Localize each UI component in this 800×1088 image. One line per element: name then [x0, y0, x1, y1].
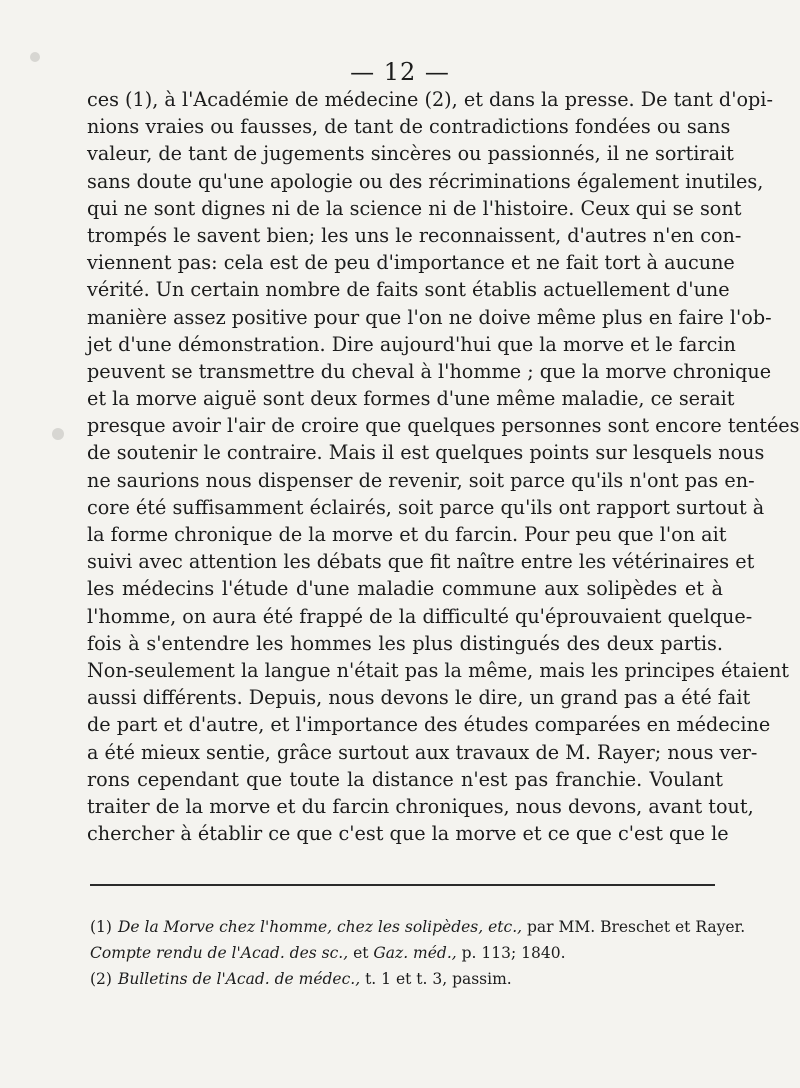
- body-text: [87, 86, 800, 847]
- footnote-journal: Compte rendu de l'Acad. des sc.,: [90, 944, 349, 962]
- footnote-title: Bulletins de l'Acad. de médec.,: [117, 970, 361, 988]
- body-line: l'homme, on aura été frappé de la difficulté qu'éprouvaient quelque-: [87, 604, 753, 628]
- body-line: valeur, de tant de jugements sincères ou passionnés, il ne sortirait: [87, 142, 734, 166]
- body-line: ne saurions nous dispenser de revenir, soit parce qu'ils n'ont pas en-: [87, 468, 755, 492]
- body-line: sans doute qu'une apologie ou des récriminations également inutiles,: [87, 169, 764, 193]
- body-line: a été mieux sentie, grâce surtout aux travaux de M. Rayer; nous ver-: [87, 740, 758, 764]
- body-line: jet d'une démonstration. Dire aujourd'hui que la morve et le farcin: [87, 332, 736, 356]
- footnote-pages: p. 113; 1840.: [456, 944, 566, 962]
- footnote-title: De la Morve chez l'homme, chez les solipèdes, etc.,: [117, 918, 523, 936]
- body-line: la forme chronique de la morve et du farcin. Pour peu que l'on ait: [87, 523, 727, 546]
- footnote-authors: par MM. Breschet et Rayer.: [522, 918, 746, 936]
- body-line: et la morve aiguë sont deux formes d'une même maladie, ce serait: [87, 387, 735, 411]
- footnote-marker: (1): [90, 918, 112, 936]
- body-line: de soutenir le contraire. Mais il est quelques points sur lesquels nous: [87, 441, 765, 465]
- footnote-rest: t. 1 et t. 3, passim.: [360, 970, 512, 988]
- footnote-marker: (2): [90, 970, 112, 988]
- paper-speck: [52, 428, 64, 440]
- body-line: vérité. Un certain nombre de faits sont établis actuellement d'une: [87, 278, 730, 302]
- page-number: — 12 —: [350, 58, 450, 86]
- footnotes: [90, 914, 746, 992]
- body-line: de part et d'autre, et l'importance des études comparées en médecine: [87, 713, 771, 737]
- body-line: core été suffisamment éclairés, soit parce qu'ils ont rapport surtout à: [87, 495, 765, 519]
- body-line: qui ne sont dignes ni de la science ni de l'histoire. Ceux qui se sont: [87, 196, 742, 220]
- footnote-conjunction: et: [348, 944, 374, 962]
- footnote-1: [90, 914, 746, 940]
- body-line: aussi différents. Depuis, nous devons le dire, un grand pas a été fait: [87, 686, 751, 710]
- body-line: trompés le savent bien; les uns le reconnaissent, d'autres n'en con-: [87, 223, 742, 247]
- body-line: peuvent se transmettre du cheval à l'homme ; que la morve chronique: [87, 359, 772, 383]
- footnote-journal-2: Gaz. méd.,: [373, 944, 457, 962]
- footnote-2: [90, 966, 720, 992]
- body-line: rons cependant que toute la distance n'est pas franchie. Voulant: [87, 767, 723, 791]
- body-line: nions vraies ou fausses, de tant de contradictions fondées ou sans: [87, 115, 731, 139]
- body-line: fois à s'entendre les hommes les plus distingués des deux partis.: [87, 631, 723, 655]
- footnote-divider: [90, 884, 715, 886]
- body-line: traiter de la morve et du farcin chroniques, nous devons, avant tout,: [87, 794, 754, 818]
- body-line: chercher à établir ce que c'est que la morve et ce que c'est que le: [87, 822, 729, 846]
- body-line: presque avoir l'air de croire que quelques personnes sont encore tentées: [87, 414, 800, 438]
- body-line: Non-seulement la langue n'était pas la même, mais les principes étaient: [87, 658, 790, 682]
- footnote-1-continuation: [90, 940, 720, 966]
- body-line: manière assez positive pour que l'on ne doive même plus en faire l'ob-: [87, 305, 772, 329]
- body-line: les médecins l'étude d'une maladie commune aux solipèdes et à: [87, 577, 723, 601]
- body-line: suivi avec attention les débats que fit naître entre les vétérinaires et: [87, 550, 755, 574]
- body-line: ces (1), à l'Académie de médecine (2), et dans la presse. De tant d'opi-: [87, 88, 773, 111]
- body-line: viennent pas: cela est de peu d'importance et ne fait tort à aucune: [87, 251, 735, 275]
